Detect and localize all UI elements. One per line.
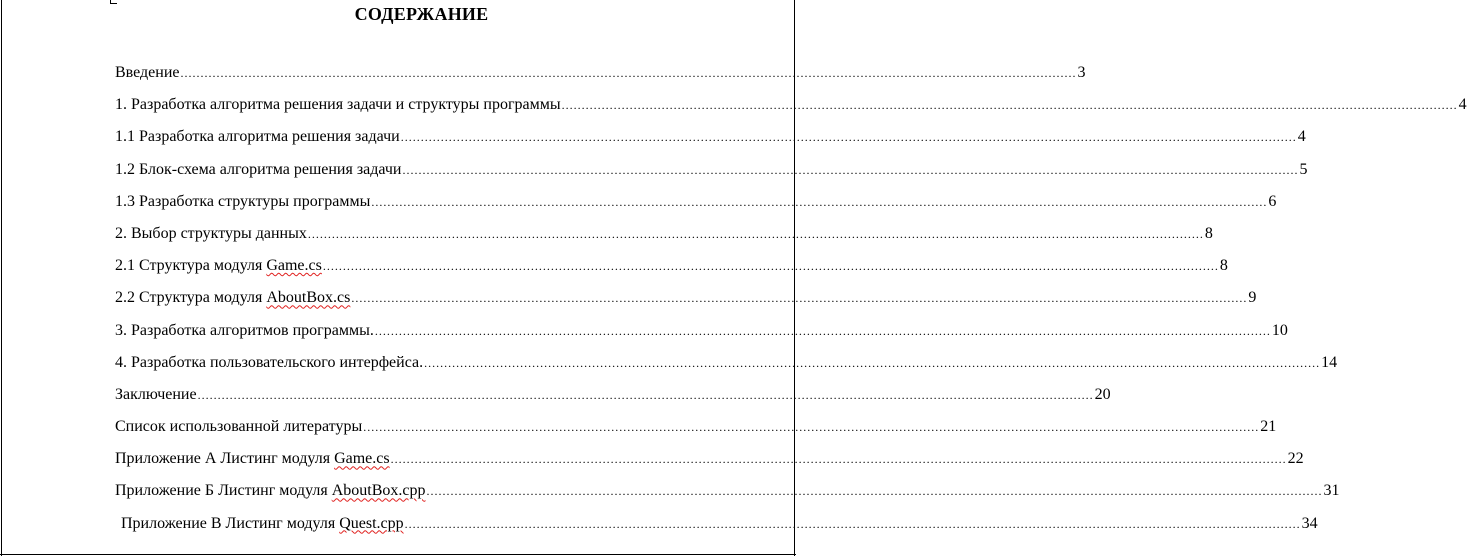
spellcheck-flagged-word: Game.cs xyxy=(334,450,390,468)
toc-entry[interactable] xyxy=(115,448,1304,480)
toc-entry-title: 1.2 Блок-схема алгоритма решения задачи xyxy=(115,160,402,178)
toc-entry[interactable] xyxy=(115,287,1257,319)
toc-entry-title: 2. Выбор структуры данных xyxy=(115,224,307,242)
toc-entry-leader: ................................................................................................................................................................................................................................ xyxy=(351,291,1248,306)
toc-entry-leader: ................................................................................................................................................................................................................................ xyxy=(426,484,1323,499)
toc-entry-title xyxy=(115,287,350,309)
toc-entry-leader: ................................................................................................................................................................................................................................ xyxy=(404,516,1301,531)
spellcheck-flagged-word: AboutBox.cpp xyxy=(331,482,426,500)
toc-entry[interactable] xyxy=(115,94,1467,126)
toc-entry-leader: ................................................................................................................................................................................................................................ xyxy=(363,420,1260,435)
toc-entry-page: 6 xyxy=(1268,192,1277,210)
toc-entry-page: 31 xyxy=(1323,482,1340,500)
toc-entry-title-text: 2.1 Структура модуля xyxy=(115,257,267,275)
toc-entry-page: 5 xyxy=(1299,160,1308,178)
toc-entry[interactable] xyxy=(115,416,1277,448)
spellcheck-flagged-word: Quest.cpp xyxy=(339,514,404,532)
toc-entry-title xyxy=(115,448,390,470)
toc-entry-leader: ................................................................................................................................................................................................................................ xyxy=(197,387,1094,402)
toc-entry-title xyxy=(115,255,322,277)
toc-entry-title: Заключение xyxy=(115,385,197,403)
toc-entry[interactable] xyxy=(115,480,1340,512)
toc-entry-leader: ................................................................................................................................................................................................................................ xyxy=(374,323,1271,338)
toc-entry[interactable] xyxy=(115,62,1086,94)
toc-entry[interactable] xyxy=(115,191,1277,223)
toc-entry-leader: ................................................................................................................................................................................................................................ xyxy=(371,194,1268,209)
toc-entry-title-text: Приложение Б Листинг модуля xyxy=(115,482,332,500)
toc-entry-leader: ................................................................................................................................................................................................................................ xyxy=(400,130,1297,145)
toc-entry[interactable] xyxy=(115,384,1111,416)
toc-entry[interactable] xyxy=(115,352,1338,384)
toc-entry-page: 8 xyxy=(1219,257,1228,275)
toc-entry-title-text: Приложение В Листинг модуля xyxy=(121,514,340,532)
toc-entry-title: 1. Разработка алгоритма решения задачи и структуры программы xyxy=(115,96,561,114)
spellcheck-flagged-word: AboutBox.cs xyxy=(266,289,351,307)
toc-entry-page: 22 xyxy=(1287,450,1304,468)
toc-entry-leader: ................................................................................................................................................................................................................................ xyxy=(180,66,1077,80)
toc-entry-page: 8 xyxy=(1204,224,1213,242)
toc-entry-page: 20 xyxy=(1094,385,1111,403)
page-edge-bottom xyxy=(0,554,796,555)
toc-entry-leader: ................................................................................................................................................................................................................................ xyxy=(322,259,1219,274)
toc-entry[interactable] xyxy=(115,513,1318,545)
toc-entry[interactable] xyxy=(115,126,1306,158)
toc-entry[interactable] xyxy=(115,223,1213,255)
toc-entry-leader: ................................................................................................................................................................................................................................ xyxy=(561,98,1458,113)
toc-entry-leader: ................................................................................................................................................................................................................................ xyxy=(307,226,1204,241)
toc-entry-leader: ................................................................................................................................................................................................................................ xyxy=(390,452,1287,467)
toc-entry[interactable] xyxy=(115,320,1288,352)
toc-entry-page: 4 xyxy=(1458,96,1467,114)
toc-entry-title-text: 2.2 Структура модуля xyxy=(115,289,267,307)
toc-entry-page: 34 xyxy=(1301,514,1318,532)
toc-entry-title: 3. Разработка алгоритмов программы. xyxy=(115,321,374,339)
toc-entry-title: 1.3 Разработка структуры программы xyxy=(115,192,371,210)
toc-entry-title: 1.1 Разработка алгоритма решения задачи xyxy=(115,128,400,146)
toc-entry-page: 21 xyxy=(1260,418,1277,436)
spellcheck-flagged-word: Game.cs xyxy=(266,257,322,275)
toc-entry-leader: ................................................................................................................................................................................................................................ xyxy=(424,355,1321,370)
toc-entry-title xyxy=(115,480,425,502)
page-edge-left xyxy=(1,0,2,556)
toc-entry-title: Список использованной литературы xyxy=(115,418,363,436)
table-of-contents xyxy=(115,62,1467,545)
page-title: СОДЕРЖАНИЕ xyxy=(354,4,489,24)
toc-entry[interactable] xyxy=(115,255,1228,287)
toc-entry-title: 4. Разработка пользовательского интерфейса. xyxy=(115,353,424,371)
toc-entry-page: 9 xyxy=(1248,289,1257,307)
toc-entry-page: 3 xyxy=(1077,64,1086,81)
toc-entry-title-text: Приложение А Листинг модуля xyxy=(115,450,335,468)
toc-entry-title xyxy=(121,513,404,535)
toc-entry-page: 4 xyxy=(1297,128,1306,146)
toc-entry-leader: ................................................................................................................................................................................................................................ xyxy=(402,162,1299,177)
toc-entry[interactable] xyxy=(115,159,1308,191)
toc-entry-title: Введение xyxy=(115,64,180,81)
toc-entry-page: 14 xyxy=(1321,353,1338,371)
toc-entry-page: 10 xyxy=(1271,321,1288,339)
